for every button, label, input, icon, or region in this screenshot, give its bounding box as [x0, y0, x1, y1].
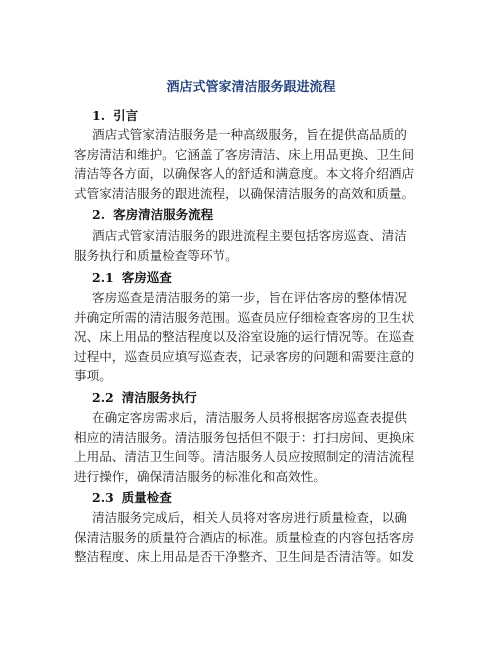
- section-title: 清洁服务执行: [121, 390, 197, 405]
- paragraph-quality-check: [74, 508, 434, 567]
- paragraph-line: 酒店式管家清洁服务的跟进流程主要包括客房巡查、清洁: [92, 228, 407, 243]
- paragraph-intro: [74, 125, 434, 203]
- section-number: 2.3: [92, 490, 114, 505]
- paragraph-line: 客房巡查是清洁服务的第一步，旨在评估客房的整体情况: [92, 290, 407, 305]
- paragraph-line: 在确定客房需求后，清洁服务人员将根据客房巡查表提供: [92, 410, 407, 425]
- section-heading-service-execution: [92, 389, 197, 407]
- paragraph-line: 况、床上用品的整洁程度以及浴室设施的运行情况等。在巡查: [74, 329, 415, 344]
- section-title: 质量检查: [121, 490, 172, 505]
- paragraph-line: 上用品、清洁卫生间等。清洁服务人员应按照制定的清洁流程: [74, 449, 415, 464]
- paragraph-line: 相应的清洁服务。清洁服务包括但不限于：打扫房间、更换床: [74, 429, 415, 445]
- paragraph-cleaning-process: [74, 226, 434, 265]
- section-title: 客房巡查: [121, 270, 172, 285]
- section-title: 引言: [113, 108, 139, 123]
- section-heading-cleaning-process: [92, 206, 213, 224]
- section-number: 2.2: [92, 390, 114, 405]
- paragraph-line: 客房清洁和维护。它涵盖了客房清洁、床上用品更换、卫生间: [74, 146, 415, 162]
- paragraph-line: 进行操作，确保清洁服务的标准化和高效性。: [74, 468, 326, 484]
- paragraph-line: 酒店式管家清洁服务是一种高级服务，旨在提供高品质的: [92, 127, 407, 142]
- paragraph-line: 服务执行和质量检查等环节。: [74, 247, 238, 263]
- paragraph-room-inspection: [74, 288, 434, 386]
- section-title: 客房清洁服务流程: [113, 207, 214, 222]
- paragraph-line: 并确定所需的清洁服务范围。巡查员应仔细检查客房的卫生状: [74, 309, 415, 325]
- paragraph-line: 清洁服务完成后，相关人员将对客房进行质量检查，以确: [92, 510, 407, 525]
- section-heading-room-inspection: [92, 269, 172, 287]
- section-heading-quality-check: [92, 489, 172, 507]
- section-heading-intro: [92, 107, 138, 125]
- section-number: 1.: [92, 108, 106, 123]
- paragraph-line: 清洁等各方面，以确保客人的舒适和满意度。本文将介绍酒店: [74, 166, 415, 181]
- paragraph-service-execution: [74, 408, 434, 486]
- paragraph-line: 过程中，巡查员应填写巡查表，记录客房的问题和需要注意的: [74, 348, 415, 364]
- document-title: 酒店式管家清洁服务跟进流程: [166, 80, 336, 95]
- paragraph-line: 事项。: [74, 368, 112, 383]
- paragraph-line: 式管家清洁服务的跟进流程，以确保清洁服务的高效和质量。: [74, 185, 415, 201]
- section-number: 2.: [92, 207, 106, 222]
- paragraph-line: 整洁程度、床上用品是否干净整齐、卫生间是否清洁等。如发: [74, 549, 415, 564]
- section-number: 2.1: [92, 270, 114, 285]
- paragraph-line: 保清洁服务的质量符合酒店的标准。质量检查的内容包括客房: [74, 529, 415, 545]
